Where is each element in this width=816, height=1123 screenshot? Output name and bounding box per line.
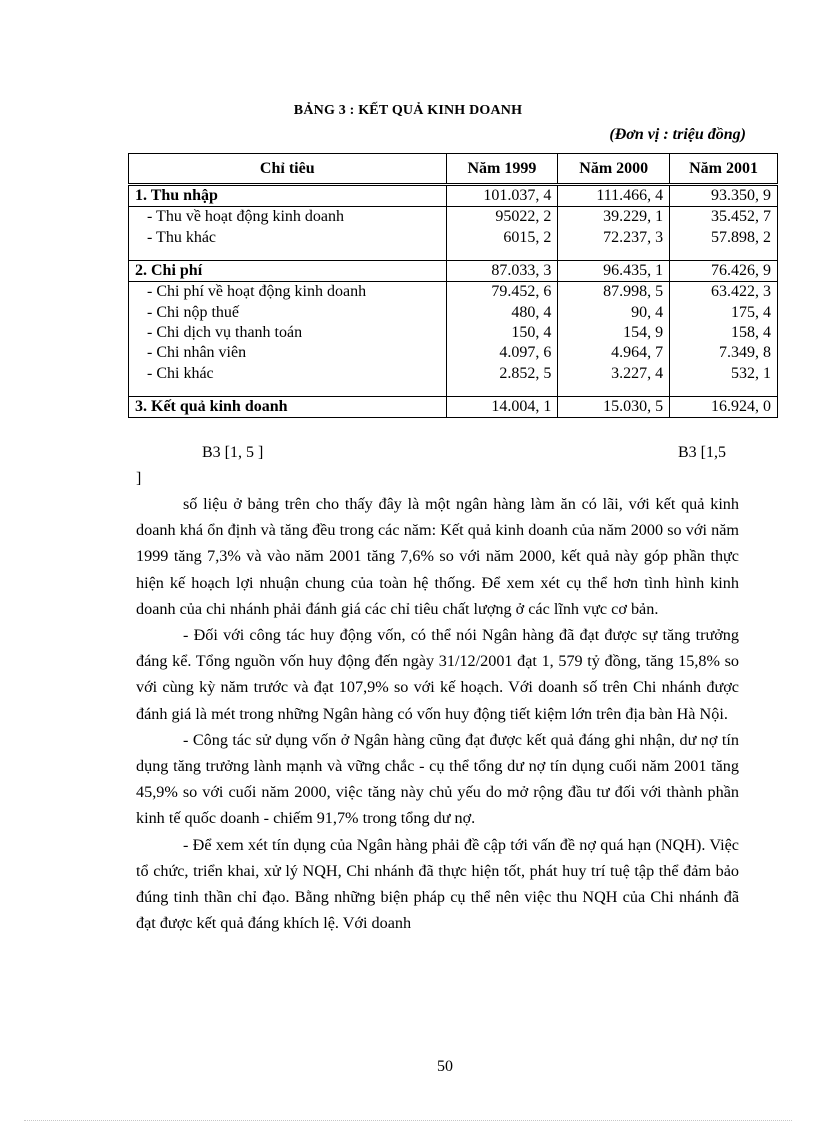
table-row xyxy=(129,302,778,322)
value-cell: 532, 1 xyxy=(670,363,778,383)
table-row xyxy=(129,343,778,363)
table-row xyxy=(129,282,778,303)
value-cell: 158, 4 xyxy=(670,323,778,343)
value-cell: 2.852, 5 xyxy=(446,363,558,383)
value-cell: 95022, 2 xyxy=(446,207,558,228)
paragraph: - Công tác sử dụng vốn ở Ngân hàng cũng đạt được kết quả đáng ghi nhận, dư nợ tín dụng tăng trưởng lành mạnh và vững chắc - cụ thể tổng dư nợ tín dụng cuối năm 2001 tăng 45,9% so với cuối năm 2000, việc tăng này chủ yếu do mở rộng đầu tư đối với thành phần kinh tế quốc doanh - chiếm 91,7% trong tổng dư nợ. xyxy=(136,730,739,828)
paragraph: số liệu ở bảng trên cho thấy đây là một ngân hàng làm ăn có lãi, với kết quả kinh doanh khá ổn định và tăng đều trong các năm: Kết quả kinh doanh của năm 2000 so với năm 1999 tăng 7,3% và vào năm 2001 tăng 7,6% so với năm 2000, kết quả này góp phần thực hiện kế hoạch lợi nhuận chung của toàn hệ thống. Để xem xét cụ thể hơn tình hình kinh doanh của chi nhánh phải đánh giá các chỉ tiêu chất lượng ở các lĩnh vực cơ bản. xyxy=(136,495,739,618)
value-cell: 480, 4 xyxy=(446,302,558,322)
section-label: 3. Kết quả kinh doanh xyxy=(129,396,447,417)
page-divider xyxy=(24,1120,792,1121)
source-reference-right: B3 [1,5 xyxy=(678,444,726,461)
table-row xyxy=(129,363,778,383)
header-cell: Chỉ tiêu xyxy=(129,154,447,185)
section-label: 1. Thu nhập xyxy=(129,185,447,207)
source-reference-bracket: ] xyxy=(136,470,142,487)
header-cell: Năm 2000 xyxy=(558,154,670,185)
value-cell: 72.237, 3 xyxy=(558,228,670,248)
value-cell: 4.964, 7 xyxy=(558,343,670,363)
value-cell: 57.898, 2 xyxy=(670,228,778,248)
value-cell: 111.466, 4 xyxy=(558,185,670,207)
value-cell: 93.350, 9 xyxy=(670,185,778,207)
section-row-result xyxy=(129,396,778,417)
value-cell: 14.004, 1 xyxy=(446,396,558,417)
value-cell: 87.998, 5 xyxy=(558,282,670,303)
header-cell: Năm 1999 xyxy=(446,154,558,185)
table-row xyxy=(129,228,778,248)
table-row xyxy=(129,207,778,228)
business-results-table xyxy=(128,153,778,418)
value-cell: 3.227, 4 xyxy=(558,363,670,383)
body-text xyxy=(136,491,739,936)
row-label: - Thu khác xyxy=(129,228,447,248)
value-cell: 35.452, 7 xyxy=(670,207,778,228)
value-cell: 87.033, 3 xyxy=(446,260,558,281)
row-label: - Chi nộp thuế xyxy=(129,302,447,322)
value-cell: 76.426, 9 xyxy=(670,260,778,281)
page-number: 50 xyxy=(437,1058,453,1075)
value-cell: 15.030, 5 xyxy=(558,396,670,417)
value-cell: 79.452, 6 xyxy=(446,282,558,303)
section-row-expenses xyxy=(129,260,778,281)
table-row xyxy=(129,323,778,343)
value-cell: 150, 4 xyxy=(446,323,558,343)
value-cell: 175, 4 xyxy=(670,302,778,322)
paragraph: - Để xem xét tín dụng của Ngân hàng phải đề cập tới vấn đề nợ quá hạn (NQH). Việc tổ chức, triển khai, xử lý NQH, Chi nhánh đã thực hiện tốt, phát huy trí tuệ tập thể đảm bảo đúng tinh thần chỉ đạo. Bằng những biện pháp cụ thể nên việc thu NQH của Chi nhánh đã đạt được kết quả đáng khích lệ. Với doanh xyxy=(136,835,739,933)
header-cell: Năm 2001 xyxy=(670,154,778,185)
value-cell: 154, 9 xyxy=(558,323,670,343)
source-reference-left: B3 [1, 5 ] xyxy=(202,444,264,461)
row-label: - Chi dịch vụ thanh toán xyxy=(129,323,447,343)
section-label: 2. Chi phí xyxy=(129,260,447,281)
value-cell: 63.422, 3 xyxy=(670,282,778,303)
value-cell: 101.037, 4 xyxy=(446,185,558,207)
table-title: BẢNG 3 : KẾT QUẢ KINH DOANH xyxy=(293,103,523,118)
value-cell: 6015, 2 xyxy=(446,228,558,248)
unit-label: (Đơn vị : triệu đồng) xyxy=(609,126,746,143)
value-cell: 16.924, 0 xyxy=(670,396,778,417)
row-label: - Chi phí về hoạt động kinh doanh xyxy=(129,282,447,303)
paragraph: - Đối với công tác huy động vốn, có thể nói Ngân hàng đã đạt được sự tăng trưởng đáng kể. Tổng nguồn vốn huy động đến ngày 31/12/2001 đạt 1, 579 tỷ đồng, tăng 15,8% so với cùng kỳ năm trước và đạt 107,9% so với kế hoạch. Với doanh số trên Chi nhánh được đánh giá là mét trong những Ngân hàng có vốn huy động tiết kiệm lớn trên địa bàn Hà Nội. xyxy=(136,626,739,723)
row-label: - Chi khác xyxy=(129,363,447,383)
table-header-row xyxy=(129,154,778,185)
value-cell: 4.097, 6 xyxy=(446,343,558,363)
section-row-income xyxy=(129,185,778,207)
spacer-row xyxy=(129,384,778,397)
row-label: - Thu về hoạt động kinh doanh xyxy=(129,207,447,228)
value-cell: 7.349, 8 xyxy=(670,343,778,363)
value-cell: 90, 4 xyxy=(558,302,670,322)
value-cell: 39.229, 1 xyxy=(558,207,670,228)
row-label: - Chi nhân viên xyxy=(129,343,447,363)
value-cell: 96.435, 1 xyxy=(558,260,670,281)
spacer-row xyxy=(129,248,778,261)
